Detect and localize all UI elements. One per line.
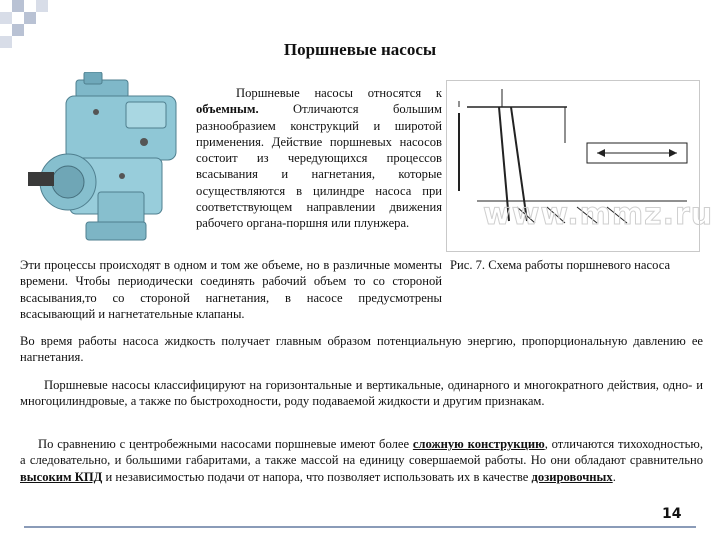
- pump-photo: [26, 72, 186, 252]
- paragraph-3: Во время работы насоса жидкость получает главным образом потенциальную энергию, пропорциональную давлению ее нагнетания.: [20, 334, 703, 365]
- bottom-divider: [24, 526, 696, 528]
- paragraph-1: Поршневые насосы относятся к объемным. Отличаются большим разнообразием конструкций и широтой применения. Действие поршневых насосов состоит из чередующихся процессов всасывания и нагнетания, которые осуществляются в цилиндре насоса при соответствующем направлении движения рабочего органа-поршня или плунжера.: [196, 86, 442, 231]
- pump-scheme-figure: [446, 80, 714, 252]
- paragraph-5: По сравнению с центробежными насосами поршневые имеют более сложную конструкцию, отличаются тихоходностью, а следовательно, и большими габаритами, а также массой на единицу совершаемой работы. Но они обладают сравнительно высоким КПД и независимостью подачи от напора, что позволяет использовать их в качестве дозировочных.: [20, 437, 703, 484]
- figure-caption: Рис. 7. Схема работы поршневого насоса: [450, 258, 671, 272]
- paragraph-4: Поршневые насосы классифицируют на горизонтальные и вертикальные, одинарного и многократного действия, одно- и многоцилиндровые, а также по быстроходности, роду подаваемой жидкости и другим признакам.: [20, 378, 703, 409]
- watermark: www.mmz.ru: [483, 197, 714, 232]
- page-number: 14: [662, 506, 682, 522]
- paragraph-2: Эти процессы происходят в одном и том же объеме, но в различные моменты времени. Чтобы периодически соединять рабочий объем то со стороной всасывания,то со стороной нагнетания, в насосе предусмотрены всасывающий и нагнетательные клапаны.: [20, 258, 442, 321]
- page-title: Поршневые насосы: [283, 40, 437, 59]
